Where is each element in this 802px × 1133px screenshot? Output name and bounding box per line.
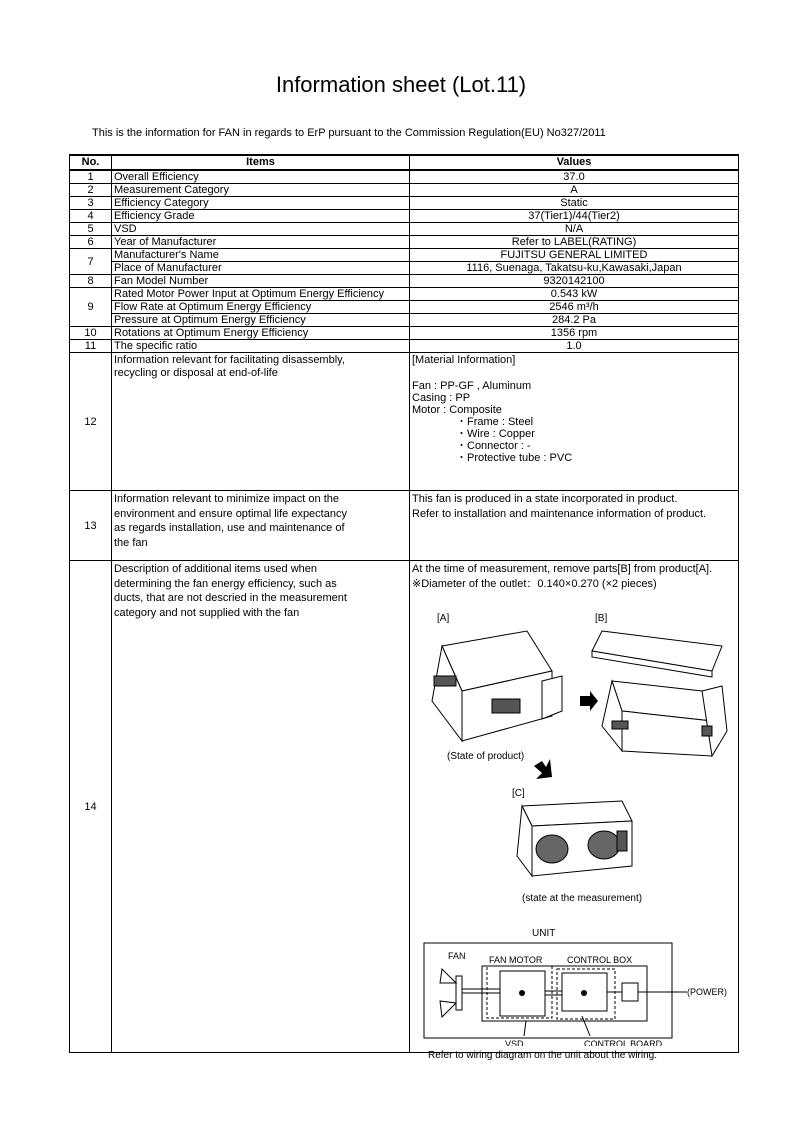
- row-value: [410, 491, 739, 561]
- row14-item-line: category and not supplied with the fan: [114, 606, 300, 619]
- table-row: [70, 314, 739, 327]
- material-casing: Casing : PP: [412, 392, 471, 404]
- fan-blade-icon: [440, 969, 462, 1017]
- material-wire: ・Wire : Copper: [456, 428, 535, 440]
- row13-item-line: as regards installation, use and maintenance of: [114, 522, 345, 534]
- header-items: Items: [112, 155, 410, 170]
- row-value: 1116, Suenaga, Takatsu-ku,Kawasaki,Japan: [410, 262, 739, 275]
- row-value: [410, 561, 739, 1061]
- row-value: 2546 m³/h: [410, 301, 739, 314]
- row-item: [112, 491, 410, 561]
- row-item: The specific ratio: [112, 340, 410, 353]
- opened-product-illustration: [602, 681, 727, 756]
- row13-value-line: This fan is produced in a state incorporated in product.: [412, 493, 678, 505]
- row-value: 37(Tier1)/44(Tier2): [410, 210, 739, 223]
- material-tube: ・Protective tube : PVC: [456, 452, 573, 464]
- row-value: Static: [410, 197, 739, 210]
- label-a: [A]: [437, 613, 450, 624]
- arrow-right-icon: [580, 691, 598, 711]
- control-dot-icon: [581, 990, 587, 996]
- row-value: FUJITSU GENERAL LIMITED: [410, 249, 739, 262]
- row-no: 6: [70, 236, 112, 249]
- material-frame: ・Frame : Steel: [456, 416, 534, 428]
- row-item: Overall Efficiency: [112, 170, 410, 184]
- row14-value-line: At the time of measurement, remove parts[B] from product[A].: [412, 563, 713, 575]
- row-no: 7: [70, 249, 112, 275]
- table-row: [70, 249, 739, 262]
- row-no: 11: [70, 340, 112, 353]
- table-row: [70, 236, 739, 249]
- table-row-14: [70, 561, 739, 1053]
- header-values: Values: [410, 155, 739, 170]
- row-value: 1.0: [410, 340, 739, 353]
- row-item: Flow Rate at Optimum Energy Efficiency: [112, 301, 410, 314]
- arrow-down-icon: [534, 759, 552, 779]
- material-connector: ・Connector : -: [456, 440, 531, 452]
- label-b: [B]: [595, 613, 608, 624]
- row-no: 3: [70, 197, 112, 210]
- product-a-illustration: [432, 631, 562, 741]
- row-no: 9: [70, 288, 112, 327]
- state-product-label: (State of product): [447, 751, 525, 762]
- row12-item-text: Information relevant for facilitating disassembly, recycling or disposal at end-of-life: [114, 354, 345, 379]
- row-item: Year of Manufacturer: [112, 236, 410, 249]
- row-no: 12: [70, 353, 112, 491]
- table-row: [70, 262, 739, 275]
- row-item: [112, 561, 410, 1053]
- row13-item-line: the fan: [114, 536, 148, 549]
- vsd-label: VSD: [505, 1039, 524, 1046]
- row-item: [112, 353, 410, 491]
- table-row: [70, 170, 739, 184]
- material-motor: Motor : Composite: [412, 404, 502, 416]
- row14-item-line: ducts, that are not descried in the measurement: [114, 592, 347, 604]
- row14-value-line: ※Diameter of the outlet：0.140×0.270 (×2 pieces): [412, 577, 657, 590]
- row-no: 10: [70, 327, 112, 340]
- table-row: [70, 223, 739, 236]
- row-item: Fan Model Number: [112, 275, 410, 288]
- table-row-13: [70, 491, 739, 561]
- label-c: [C]: [512, 788, 525, 799]
- row13-value-line: Refer to installation and maintenance information of product.: [412, 507, 707, 520]
- row13-item-line: environment and ensure optimal life expectancy: [114, 507, 347, 520]
- fan-motor-label: FAN MOTOR: [489, 955, 543, 965]
- product-c-illustration: [517, 801, 632, 876]
- state-measure-label: (state at the measurement): [522, 893, 643, 904]
- row-no: 13: [70, 491, 112, 561]
- table-row: [70, 197, 739, 210]
- table-row: [70, 301, 739, 314]
- fan-label: FAN: [448, 951, 466, 961]
- row-item: Rotations at Optimum Energy Efficiency: [112, 327, 410, 340]
- table-row: [70, 210, 739, 223]
- unit-label: UNIT: [532, 928, 556, 939]
- row-item: Manufacturer's Name: [112, 249, 410, 262]
- table-header-row: [70, 155, 739, 170]
- table-row: [70, 184, 739, 197]
- control-board-label: CONTROL BOARD: [584, 1039, 663, 1046]
- page-title: Information sheet (Lot.11): [275, 72, 527, 97]
- row-value: [410, 353, 739, 491]
- power-label: (POWER): [687, 987, 727, 997]
- row-item: Pressure at Optimum Energy Efficiency: [112, 314, 410, 327]
- row-value: 0.543 kW: [410, 288, 739, 301]
- row-value: 9320142100: [410, 275, 739, 288]
- row-value: Refer to LABEL(RATING): [410, 236, 739, 249]
- measurement-figure: [412, 591, 736, 1061]
- part-b-illustration: [592, 631, 722, 677]
- information-table: [69, 154, 739, 1061]
- row-item: Place of Manufacturer: [112, 262, 410, 275]
- row-no: 2: [70, 184, 112, 197]
- row-item: VSD: [112, 223, 410, 236]
- figure-drawing: [412, 591, 737, 1046]
- table-row: [70, 340, 739, 353]
- row-item: Measurement Category: [112, 184, 410, 197]
- row-item: Efficiency Grade: [112, 210, 410, 223]
- wiring-note: Refer to wiring diagram on the unit about the wiring.: [428, 1050, 658, 1061]
- row-item: Efficiency Category: [112, 197, 410, 210]
- row-no: 8: [70, 275, 112, 288]
- row-value: 37.0: [410, 170, 739, 184]
- table-row: [70, 288, 739, 301]
- motor-dot-icon: [519, 990, 525, 996]
- material-heading: [Material Information]: [412, 354, 516, 366]
- page-subtitle: This is the information for FAN in regards to ErP pursuant to the Commission Regulation(EU) No327/2011: [92, 127, 606, 139]
- table-row: [70, 275, 739, 288]
- row13-item-line: Information relevant to minimize impact on the: [114, 493, 339, 505]
- row-value: 1356 rpm: [410, 327, 739, 340]
- row-no: 1: [70, 170, 112, 184]
- row-value: N/A: [410, 223, 739, 236]
- table-row-12: [70, 353, 739, 491]
- row-no: 4: [70, 210, 112, 223]
- row-item: Rated Motor Power Input at Optimum Energy Efficiency: [112, 288, 410, 301]
- material-fan: Fan : PP-GF , Aluminum: [412, 380, 532, 392]
- row-no: 5: [70, 223, 112, 236]
- table-row: [70, 327, 739, 340]
- row14-item-line: determining the fan energy efficiency, such as: [114, 577, 337, 590]
- row-value: A: [410, 184, 739, 197]
- header-no: No.: [70, 155, 112, 170]
- row-no: 14: [70, 561, 112, 1053]
- row14-item-line: Description of additional items used when: [114, 563, 318, 575]
- row-value: 284.2 Pa: [410, 314, 739, 327]
- control-box-label: CONTROL BOX: [567, 955, 633, 965]
